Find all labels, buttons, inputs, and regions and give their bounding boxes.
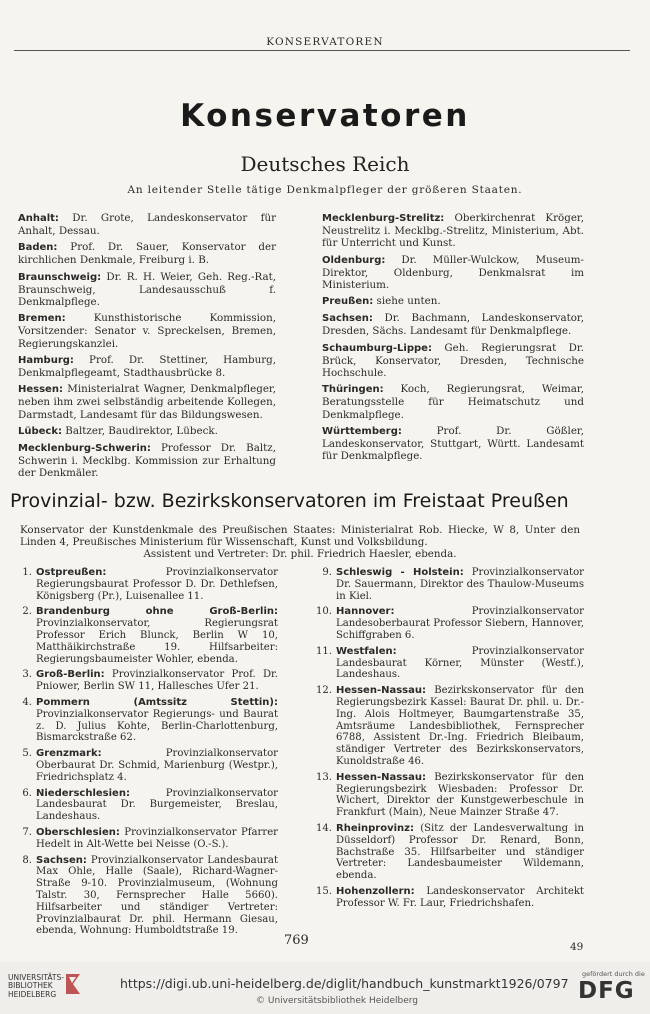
- province-entry: [314, 685, 584, 768]
- state-entry: [18, 271, 276, 309]
- state-details: Baltzer, Baudirektor, Lübeck.: [62, 425, 218, 438]
- state-details: Professor Dr. Baltz, Schwerin i. Mecklbg. Kommission zur Erhaltung der Denkmäler.: [18, 442, 276, 480]
- state-entry: [322, 312, 584, 337]
- state-entry: [18, 442, 276, 480]
- state-entry: [322, 212, 584, 250]
- reich-left-column: [18, 212, 276, 484]
- sheet-number: 49: [570, 941, 584, 953]
- entry-number: 6.: [22, 787, 32, 799]
- entry-number: 12.: [315, 685, 332, 697]
- state-name: Baden:: [18, 242, 58, 254]
- province-details: Provinzialkonservator Landesbaurat Körner, Münster (Westf.), Landeshaus.: [336, 645, 584, 681]
- library-emblem-icon: [64, 972, 82, 996]
- entry-body: [336, 886, 584, 910]
- province-details: Provinzialkonservator Landesoberbaurat Professor Siebern, Hannover, Schiffgraben 6.: [336, 606, 584, 641]
- state-details: Kunsthistorische Kommission, Vorsitzender: Senator v. Spreckelsen, Bremen, Regierungskanzlei.: [18, 312, 276, 350]
- state-details: Prof. Dr. Stettiner, Hamburg, Denkmalpflegeamt, Stadthausbrücke 8.: [18, 354, 276, 380]
- state-name: Preußen:: [322, 296, 374, 308]
- entry-body: [36, 855, 278, 938]
- intro-line: An leitender Stelle tätige Denkmalpfleger der größeren Staaten.: [127, 184, 523, 196]
- state-name: Thüringen:: [322, 384, 384, 396]
- state-entry: [18, 383, 276, 421]
- province-details: Provinzialkonservator Pfarrer Hedelt in Alt-Wette bei Neisse (O.-S.).: [36, 826, 278, 850]
- province-name: Brandenburg ohne Groß-Berlin:: [36, 606, 278, 618]
- state-details: Dr. Bachmann, Landeskonservator, Dresden, Sächs. Landesamt für Denkmalpflege.: [322, 312, 584, 338]
- entry-number: 13.: [315, 771, 332, 783]
- province-details: Bezirkskonservator für den Regierungsbezirk Kassel: Baurat Dr. phil. u. Dr.-Ing. Alois Holtmeyer, Baumgartenstraße 35, Amtsräume Landesbibliothek, Fernsprecher 6788, Assistent Dr.-Ing. Friedrich Bleibaum, ständiger Vertreter des Bezirkskonservators, Kunoldstraße 46.: [336, 685, 584, 767]
- province-name: Hannover:: [336, 606, 395, 618]
- province-details: Provinzialkonservator, Regierungsrat Professor Erich Blunck, Berlin W 10, Matthäikirchstraße 19. Hilfsarbeiter: Regierungsbaumeister Wohler, ebenda.: [36, 618, 278, 665]
- province-entry: [314, 886, 584, 910]
- entry-number: 3.: [22, 669, 32, 681]
- entry-body: [36, 827, 278, 851]
- state-name: Lübeck:: [18, 426, 63, 438]
- entry-body: [36, 748, 278, 783]
- entry-number: 8.: [22, 854, 32, 866]
- province-details: (Sitz der Landesverwaltung in Düsseldorf) Professor Dr. Renard, Bonn, Bachstraße 35. Hilfsarbeiter und ständiger Vertreter: Landesbaumeister Wildemann, ebenda.: [336, 822, 584, 882]
- province-entry: [314, 567, 584, 602]
- intro-konservator: Konservator der Kunstdenkmale des Preußischen Staates: Ministerialrat Rob. Hiecke, W 8, Unter den Linden 4, Preußisches Ministerium für Wissenschaft, Kunst und Volksbildung.: [20, 524, 580, 549]
- entry-body: [36, 669, 278, 693]
- state-details: Dr. Grote, Landeskonservator für Anhalt, Dessau.: [18, 212, 276, 237]
- province-details: Provinzialkonservator Prof. Dr. Pniower, Berlin SW 11, Hallesches Ufer 21.: [36, 669, 278, 693]
- state-name: Hamburg:: [18, 355, 74, 367]
- province-details: Bezirkskonservator für den Regierungsbezirk Wiesbaden: Professor Dr. Wichert, Direktor der Kunstgewerbeschule in Frankfurt (Main), Neue Mainzer Straße 47.: [336, 771, 584, 819]
- section-title-preussen: Provinzial- bzw. Bezirkskonservatoren im Freistaat Preußen: [10, 490, 569, 512]
- dfg-logo[interactable]: DFG: [578, 978, 635, 1004]
- section-title-reich: Deutsches Reich: [240, 152, 410, 176]
- header-rule: [14, 50, 630, 51]
- state-entry: [322, 342, 584, 380]
- state-name: Schaumburg-Lippe:: [322, 342, 432, 354]
- state-entry: [18, 312, 276, 350]
- library-name-line1: UNIVERSITÄTS-: [8, 973, 64, 982]
- page-number: 769: [284, 933, 309, 948]
- running-head: KONSERVATOREN: [266, 36, 384, 48]
- province-entry: [14, 606, 278, 665]
- state-name: Mecklenburg-Strelitz:: [322, 213, 445, 224]
- state-details: siehe unten.: [373, 295, 441, 308]
- province-entry: [14, 567, 278, 602]
- province-name: Westfalen:: [336, 645, 397, 657]
- state-name: Anhalt:: [18, 213, 59, 224]
- province-entry: [14, 827, 278, 851]
- state-details: Dr. Müller-Wulckow, Museum-Direktor, Oldenburg, Denkmalsrat im Ministerium.: [322, 253, 584, 292]
- province-details: Provinzialkonservator Regierungsbaurat Professor D. Dr. Dethlefsen, Königsberg (Pr.), Luisenallee 11.: [36, 567, 278, 602]
- provinces-left-column: [14, 567, 278, 941]
- state-entry: [322, 383, 584, 421]
- state-name: Württemberg:: [322, 426, 402, 438]
- province-name: Hessen-Nassau:: [336, 685, 426, 697]
- state-entry: [18, 241, 276, 266]
- state-details: Dr. R. H. Weier, Geh. Reg.-Rat, Braunschweig, Landesausschuß f. Denkmalpflege.: [18, 270, 276, 309]
- state-details: Prof. Dr. Gößler, Landeskonservator, Stuttgart, Württ. Landesamt für Denkmalpflege.: [322, 425, 584, 463]
- province-details: Provinzialkonservator Oberbaurat Dr. Schmid, Marienburg (Westpr.), Friedrichsplatz 4.: [36, 748, 278, 783]
- entry-number: 10.: [315, 606, 332, 618]
- entry-number: 14.: [315, 822, 332, 834]
- state-details: Prof. Dr. Sauer, Konservator der kirchlichen Denkmale, Freiburg i. B.: [18, 241, 276, 267]
- province-name: Oberschlesien:: [36, 826, 120, 838]
- state-details: Geh. Regierungsrat Dr. Brück, Konservator, Dresden, Technische Hochschule.: [322, 341, 584, 380]
- province-entry: [14, 788, 278, 823]
- province-name: Grenzmark:: [36, 748, 102, 760]
- copyright-notice: © Universitätsbibliothek Heidelberg: [256, 996, 419, 1006]
- state-entry: [322, 425, 584, 463]
- province-name: Hessen-Nassau:: [336, 771, 426, 783]
- state-details: Oberkirchenrat Kröger, Neustrelitz i. Mecklbg.-Strelitz, Ministerium, Abt. für Unterricht und Kunst.: [322, 212, 584, 250]
- province-name: Niederschlesien:: [36, 787, 130, 799]
- entry-body: [336, 772, 584, 819]
- state-name: Bremen:: [18, 313, 66, 325]
- province-entry: [14, 697, 278, 744]
- state-details: Koch, Regierungsrat, Weimar, Beratungsstelle für Heimatschutz und Denkmalpflege.: [322, 383, 584, 421]
- entry-body: [36, 788, 278, 823]
- entry-body: [336, 606, 584, 641]
- page-title: Konservatoren: [180, 98, 470, 134]
- state-details: Ministerialrat Wagner, Denkmalpfleger, neben ihm zwei selbständig arbeitende Kollegen, Darmstadt, Landesamt für das Bildungswesen.: [18, 383, 276, 421]
- viewer-footer: [0, 962, 650, 1014]
- province-entry: [314, 772, 584, 819]
- entry-number: 11.: [315, 645, 332, 657]
- province-entry: [314, 606, 584, 641]
- reich-right-column: [322, 212, 584, 467]
- library-name-line2: BIBLIOTHEK: [8, 981, 53, 991]
- entry-body: [336, 646, 584, 681]
- province-name: Pommern (Amtssitz Stettin):: [36, 696, 278, 708]
- entry-number: 4.: [22, 696, 32, 708]
- entry-body: [336, 567, 584, 602]
- province-entry: [314, 823, 584, 882]
- province-entry: [14, 748, 278, 783]
- state-entry: [322, 295, 584, 308]
- entry-number: 1.: [22, 567, 32, 578]
- entry-body: [36, 697, 278, 744]
- state-name: Oldenburg:: [322, 254, 386, 266]
- dfg-caption: gefördert durch die: [582, 970, 645, 978]
- section-intro: [20, 524, 580, 560]
- province-name: Rheinprovinz:: [336, 822, 414, 834]
- state-entry: [18, 425, 276, 438]
- province-details: Provinzialkonservator Dr. Sauermann, Direktor des Thaulow-Museums in Kiel.: [336, 567, 584, 602]
- province-details: Landeskonservator Architekt Professor W. Fr. Laur, Friedrichshafen.: [336, 885, 584, 909]
- entry-body: [336, 823, 584, 882]
- entry-number: 9.: [322, 567, 332, 578]
- entry-number: 5.: [22, 748, 32, 760]
- province-entry: [314, 646, 584, 681]
- entry-body: [36, 567, 278, 602]
- state-entry: [18, 354, 276, 379]
- state-name: Braunschweig:: [18, 271, 102, 283]
- state-name: Hessen:: [18, 384, 63, 396]
- province-details: Provinzialkonservator Landesbaurat Dr. Burgemeister, Breslau, Landeshaus.: [36, 787, 278, 823]
- library-logo[interactable]: [8, 974, 64, 999]
- provinces-right-column: [314, 567, 584, 914]
- province-name: Hohenzollern:: [336, 885, 415, 897]
- entry-number: 2.: [22, 606, 32, 618]
- province-name: Sachsen:: [36, 854, 87, 866]
- entry-body: [36, 606, 278, 665]
- entry-number: 7.: [22, 826, 32, 838]
- province-name: Groß-Berlin:: [36, 669, 105, 681]
- province-entry: [14, 669, 278, 693]
- library-name-line3: HEIDELBERG: [8, 989, 57, 999]
- entry-body: [336, 685, 584, 768]
- entry-number: 15.: [315, 885, 332, 897]
- province-details: Provinzialkonservator Regierungs- und Baurat z. D. Julius Kohte, Berlin-Charlottenburg, Bismarckstraße 62.: [36, 708, 278, 744]
- permalink-url[interactable]: https://digi.ub.uni-heidelberg.de/diglit/handbuch_kunstmarkt1926/0797: [120, 976, 569, 991]
- province-details: Provinzialkonservator Landesbaurat Max Ohle, Halle (Saale), Richard-Wagner-Straße 9-10. Provinzialmuseum, (Wohnung Talstr. 30, Fernsprecher Halle 5660). Hilfsarbeiter und ständiger Vertreter: Provinzialbaurat Dr. phil. Hermann Giesau, ebenda, Wohnung: Humboldtstraße 19.: [36, 854, 278, 937]
- intro-assistent: Assistent und Vertreter: Dr. phil. Friedrich Haesler, ebenda.: [143, 548, 457, 561]
- state-entry: [322, 254, 584, 292]
- state-entry: [18, 212, 276, 237]
- province-name: Schleswig - Holstein:: [336, 567, 464, 578]
- province-name: Ostpreußen:: [36, 567, 107, 578]
- state-name: Sachsen:: [322, 313, 373, 325]
- province-entry: [14, 855, 278, 938]
- state-name: Mecklenburg-Schwerin:: [18, 443, 151, 455]
